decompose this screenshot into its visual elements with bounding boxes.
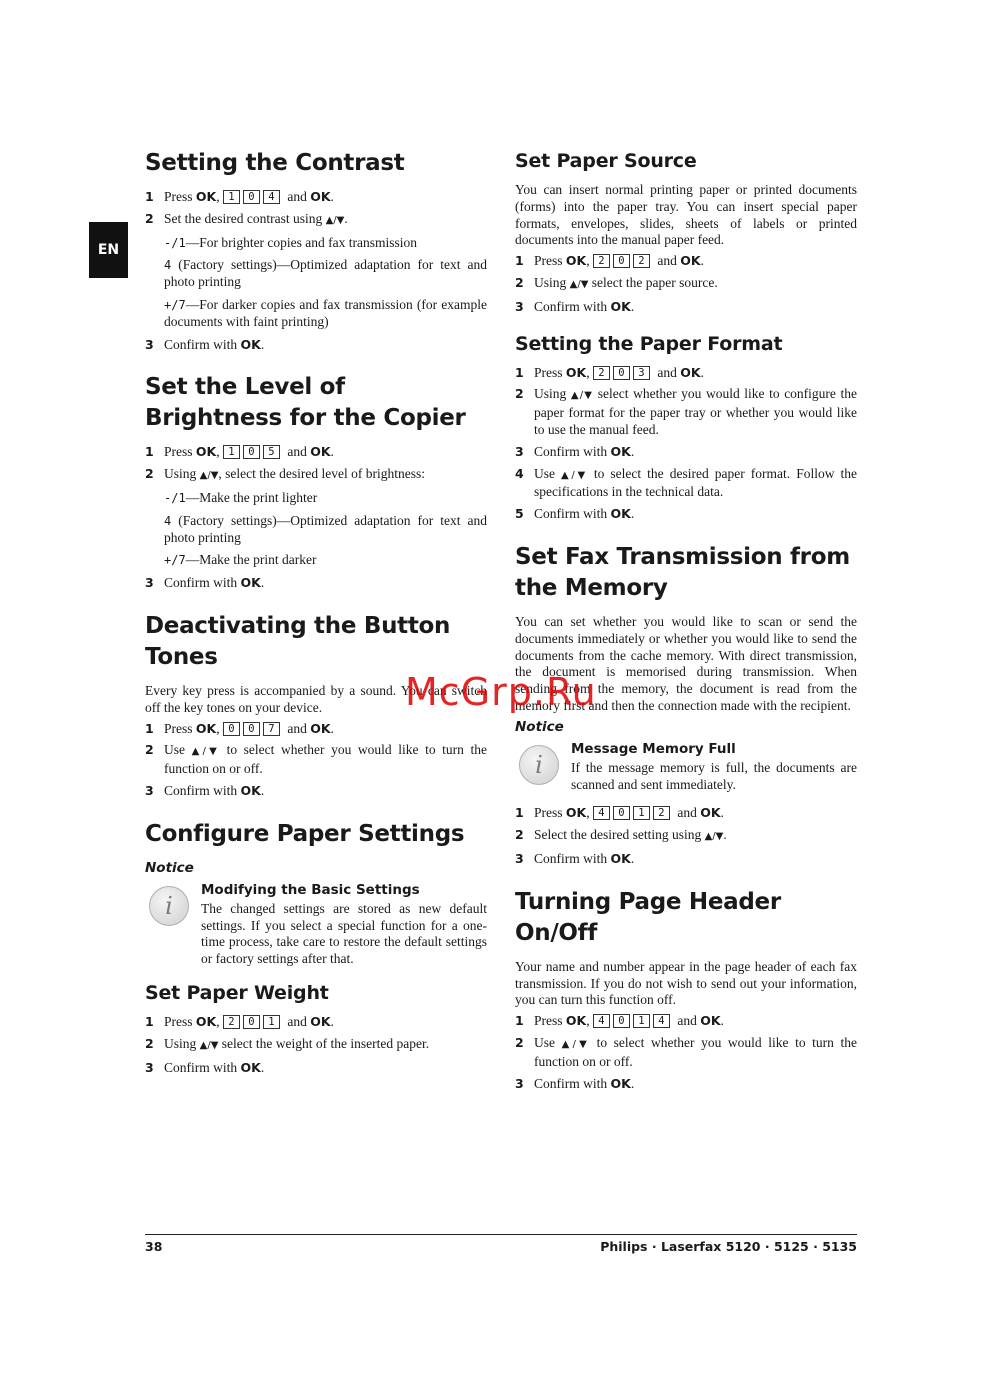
step: 3 Confirm with OK.	[515, 1075, 635, 1091]
notice-text: If the message memory is full, the documents are scanned and sent immediately.	[571, 759, 857, 792]
right-column	[515, 148, 857, 1097]
step: 3 Confirm with OK.	[145, 1059, 265, 1075]
arrow-keys-icon: ▲/▼	[570, 390, 594, 402]
step: 4 Use ▲/▼ to select the desired paper format. Follow the specifications in the technical data.	[515, 465, 857, 500]
key-button: 2	[223, 1015, 240, 1029]
option-item: +/7—For darker copies and fax transmission (for example documents with faint printing)	[164, 296, 487, 329]
step: 1 Press OK, 1 0 4 and OK.	[145, 189, 334, 204]
option-item: 4 (Factory settings)—Optimized adaptation for text and photo printing	[164, 512, 487, 545]
option-item: -/1—Make the print lighter	[164, 489, 318, 505]
step: 2 Using ▲/▼ select the weight of the inserted paper.	[145, 1035, 430, 1051]
key-button: 1	[633, 1014, 650, 1028]
info-icon: i	[149, 886, 189, 926]
paragraph: Your name and number appear in the page header of each fax transmission. If you do not wish to send out your information, you can turn this function off.	[515, 958, 857, 1008]
key-button: 1	[223, 190, 240, 204]
key-button: 3	[633, 366, 650, 380]
language-tab: EN	[89, 222, 128, 278]
step: 1 Press OK, 0 0 7 and OK.	[145, 720, 334, 736]
key-button: 1	[263, 1015, 280, 1029]
heading-paper-settings: Configure Paper Settings	[145, 820, 465, 847]
paragraph: You can set whether you would like to scan or send the documents immediately or whether you would like to send the documents from the cache memory. With direct transmission, the document is memorised during transmission. When sending from the memory, the document is read from the memory first and then the connection made with the recipient.	[515, 613, 857, 713]
key-button: 2	[593, 254, 610, 268]
paragraph: Every key press is accompanied by a sound. You can switch off the key tones on your device.	[145, 682, 487, 715]
key-button: 0	[613, 254, 630, 268]
arrow-keys-icon: ▲/▼	[561, 1038, 590, 1050]
key-button: 5	[263, 445, 280, 459]
step: 2 Using ▲/▼, select the desired level of brightness:	[145, 466, 425, 482]
arrow-keys-icon: ▲/▼	[569, 278, 589, 290]
step: 1 Press OK, 2 0 1 and OK.	[145, 1013, 334, 1029]
arrow-keys-icon: ▲/▼	[561, 469, 588, 481]
key-button: 0	[613, 1014, 630, 1028]
notice-text: The changed settings are stored as new default settings. If you select a special function for a one-time process, take care to restore the default settings or factory settings after that.	[201, 900, 487, 967]
key-button: 0	[613, 806, 630, 820]
step: 2 Using ▲/▼ select whether you would like to configure the paper format for the paper tray or whether you would like to use the manual feed.	[515, 386, 857, 437]
notice-label: Notice	[145, 859, 194, 876]
heading-paper-source: Set Paper Source	[515, 150, 697, 172]
key-button: 0	[243, 190, 260, 204]
arrow-keys-icon: ▲/▼	[325, 214, 345, 226]
step: 3 Confirm with OK.	[145, 782, 265, 798]
heading-contrast: Setting the Contrast	[145, 150, 405, 176]
heading-page-header: Turning Page Header On/Off	[515, 888, 781, 946]
arrow-keys-icon: ▲/▼	[704, 831, 724, 843]
key-button: 1	[633, 806, 650, 820]
key-button: 4	[263, 190, 280, 204]
notice-box	[145, 882, 487, 968]
arrow-keys-icon: ▲/▼	[191, 746, 220, 758]
key-button: 2	[593, 366, 610, 380]
watermark: McGrp.Ru	[405, 670, 597, 714]
key-button: 0	[223, 722, 240, 736]
option-item: -/1—For brighter copies and fax transmission	[164, 234, 418, 250]
step: 3 Confirm with OK.	[145, 336, 265, 352]
step: 2 Use ▲/▼ to select whether you would like to turn the function on or off.	[515, 1034, 858, 1069]
step: 3 Confirm with OK.	[515, 443, 635, 459]
option-item: 4 (Factory settings)—Optimized adaptation for text and photo printing	[164, 257, 487, 290]
arrow-keys-icon: ▲/▼	[199, 470, 219, 482]
key-button: 0	[243, 722, 260, 736]
step: 3 Confirm with OK.	[515, 298, 635, 314]
heading-brightness: Set the Level of Brightness for the Copier	[145, 374, 466, 432]
key-button: 4	[593, 806, 610, 820]
key-button: 2	[653, 806, 670, 820]
step: 2 Select the desired setting using ▲/▼.	[515, 827, 727, 843]
step: 2 Use ▲/▼ to select whether you would like to turn the function on or off.	[145, 742, 488, 777]
key-button: 2	[633, 254, 650, 268]
step: 1 Press OK, 1 0 5 and OK.	[145, 444, 334, 460]
product-name: Philips · Laserfax 5120 · 5125 · 5135	[600, 1239, 857, 1254]
option-item: +/7—Make the print darker	[164, 552, 317, 568]
heading-paper-weight: Set Paper Weight	[145, 981, 329, 1004]
step: 3 Confirm with OK.	[145, 575, 265, 591]
key-button: 7	[263, 722, 280, 736]
notice-box	[515, 741, 857, 794]
info-icon: i	[519, 745, 559, 785]
key-button: 4	[593, 1014, 610, 1028]
heading-button-tones: Deactivating the Button Tones	[145, 612, 451, 670]
footer-divider	[145, 1234, 857, 1235]
key-button: 1	[223, 445, 240, 459]
key-button: 4	[653, 1014, 670, 1028]
heading-paper-format: Setting the Paper Format	[515, 332, 783, 355]
heading-fax-memory: Set Fax Transmission from the Memory	[515, 543, 850, 601]
step: 3 Confirm with OK.	[515, 850, 635, 866]
left-column	[145, 148, 487, 1081]
step: 5 Confirm with OK.	[515, 506, 635, 522]
key-button: 0	[243, 1015, 260, 1029]
arrow-keys-icon: ▲/▼	[199, 1039, 219, 1051]
key-button: 0	[613, 366, 630, 380]
page-number: 38	[145, 1239, 163, 1254]
notice-title: Modifying the Basic Settings	[201, 881, 420, 898]
step: 1 Press OK, 2 0 2 and OK.	[515, 253, 704, 269]
step: 2 Set the desired contrast using ▲/▼.	[145, 210, 348, 226]
step: 1 Press OK, 4 0 1 2 and OK.	[515, 805, 724, 821]
paragraph: You can insert normal printing paper or printed documents (forms) into the paper tray. You can insert special paper formats, envelopes, slides, sheets of labels or printed documents into the manual paper feed.	[515, 182, 857, 248]
step: 1 Press OK, 2 0 3 and OK.	[515, 364, 704, 380]
notice-label: Notice	[515, 718, 564, 735]
step: 1 Press OK, 4 0 1 4 and OK.	[515, 1013, 724, 1029]
key-button: 0	[243, 445, 260, 459]
notice-title: Message Memory Full	[571, 740, 736, 757]
step: 2 Using ▲/▼ select the paper source.	[515, 274, 718, 290]
